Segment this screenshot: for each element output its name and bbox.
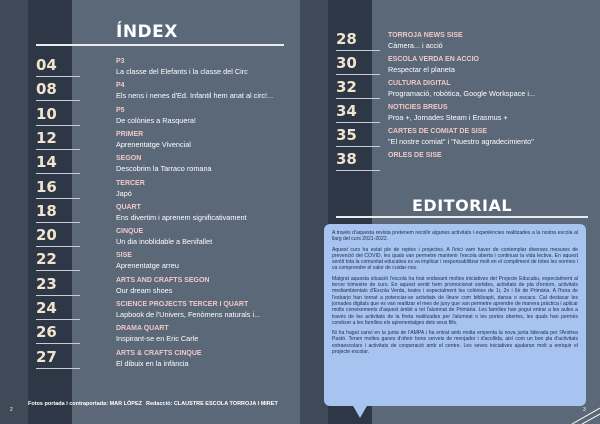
page-number-right: 3 [583, 407, 586, 413]
index-entry [0, 299, 300, 323]
editorial-title: EDITORIAL [412, 196, 513, 215]
section-label: PRIMER [116, 130, 144, 138]
page-number: 12 [36, 128, 57, 147]
entry-rule [36, 76, 80, 77]
section-label: ORLES DE SISÈ [388, 152, 442, 159]
editorial-paragraph-1: A través d'aquesta revista pretenem recollir algunes activitats i experiències realitzades a la nostra escola al llarg del curs 2021-2022. [332, 230, 578, 243]
footer-editorial-credit: Redacció: CLAUSTRE ESCOLA TORROJA I MIRET [146, 401, 278, 407]
entry-rule [36, 246, 80, 247]
page-number: 26 [36, 323, 57, 342]
section-label: TORROJA NEWS SISÈ [388, 32, 463, 39]
section-description: Proa +, Jornades Steam i Erasmus + [388, 113, 508, 122]
section-label: SISÈ [116, 252, 132, 260]
page-number-left: 2 [10, 407, 13, 413]
index-entry [300, 126, 600, 150]
entry-rule [36, 270, 80, 271]
entry-rule [36, 173, 80, 174]
page-number: 04 [36, 56, 57, 74]
index-entry [0, 153, 300, 177]
section-description: Japó [116, 188, 132, 198]
section-description: La classe del Elefants i la classe del Circ [116, 67, 248, 76]
entry-rule [36, 222, 80, 223]
index-entry [0, 275, 300, 299]
section-label: CARTES DE COMIAT DE SISÈ [388, 128, 488, 135]
section-description: Programació, robòtica, Google Workspace i... [388, 89, 536, 98]
index-entry [0, 226, 300, 250]
section-description: Els nens i nenes d'Ed. Infantil hem anat al circ!... [116, 91, 274, 101]
section-description: Aprenentatge arreu [116, 261, 179, 271]
editorial-paragraph-2: Aquest curs ha estat ple de reptes i projectes. A l'inici vam haver de contemplar diverses mesures de prevenció del COVID, les quals van permetre mantenir l'escola oberta i continuar la vida lectiva. En aquest sentit tota la comunitat educativa es va implicar i responsabilitzar molt en el compliment de totes les normes i va comprendre el valor de cuidar-nos. [332, 246, 578, 272]
page-number: 38 [336, 150, 357, 168]
entry-rule [336, 122, 380, 123]
page-number: 16 [36, 177, 57, 196]
index-entry [300, 102, 600, 126]
entry-rule [36, 368, 80, 369]
section-description: Lapbook de l'Univers, Fenòmens naturals i... [116, 310, 261, 319]
index-entry [0, 323, 300, 347]
entry-rule [36, 125, 80, 126]
index-entry [0, 178, 300, 202]
page-number: 34 [336, 102, 357, 120]
index-entry [0, 250, 300, 274]
index-entry [0, 80, 300, 104]
section-description: Descobrim la Tarraco romana [116, 164, 212, 174]
section-label: QUART [116, 203, 141, 211]
index-title: ÍNDEX [116, 22, 178, 42]
section-description: Inspirant-se en Eric Carle [116, 334, 199, 344]
entry-rule [336, 50, 380, 51]
section-description: Un dia inoblidable a Benifallet [116, 237, 213, 247]
page-number: 27 [36, 347, 57, 366]
section-description: El dibuix en la infància [116, 358, 189, 368]
page-number: 28 [336, 30, 357, 48]
editorial-title-underline [336, 216, 588, 218]
section-label: ARTS & CRAFTS CINQUÈ [116, 349, 202, 357]
section-description: "El nostre comiat" i "Nuestro agradecimiento" [388, 137, 534, 146]
section-label: P4 [116, 82, 125, 90]
editorial-text-box [324, 224, 586, 406]
page-number: 18 [36, 201, 57, 220]
page-number: 30 [336, 54, 357, 72]
page-number: 08 [36, 80, 57, 99]
index-entry [0, 129, 300, 153]
entry-rule [336, 74, 380, 75]
editorial-box-tail [352, 404, 368, 418]
section-label: ARTS AND CRAFTS SEGON [116, 276, 210, 284]
index-entry [0, 348, 300, 372]
entry-rule [36, 198, 80, 199]
section-label: CINQUÈ [116, 228, 144, 236]
section-description: Càmera... i acció [388, 41, 443, 50]
section-label: P3 [116, 58, 125, 65]
section-label: SEGON [116, 155, 142, 163]
section-label: CULTURA DIGITAL [388, 80, 451, 87]
entry-rule [36, 319, 80, 320]
page-number: 32 [336, 78, 357, 96]
entry-rule [36, 295, 80, 296]
section-label: DRAMA QUART [116, 325, 169, 333]
section-description: Our dream shoes [116, 285, 173, 295]
section-label: NOTÍCIES BREUS [388, 104, 448, 111]
index-entry [300, 78, 600, 102]
section-label: TERCER [116, 179, 145, 187]
entry-rule [336, 170, 380, 171]
entry-rule [36, 149, 80, 150]
section-description: De colònies a Rasquera! [116, 115, 196, 125]
page-number: 22 [36, 250, 57, 269]
editorial-paragraph-3: Malgrat aquesta situació l'escola ha tirat endavant moltes iniciatives del Projecte Educatiu, especialment al tercer trimestre de curs. En aquest sentit hem promocionat sortides, activitats de pla d'entorn, activitats mediambientals d'Escola Verda, teatre i especialment les colònies de 1r, 2n i 6è de Primària. A l'hora de l'esbarjo han tornat a potenciar-se activitats de lleure com biblioapti, dansa o escacs. Cal destacar les jornades digitals que es van realitzar el mes de juny que van permetre aprendre de manera pràctica i aplicar molts coneixements d'aquest àmbit a tot l'alumnat de Primària. Les famílies han pogut entrar a les aules a través de les activitats de la fireta realitzades per l'alumnat o les portes obertes, les quals han permès conèixer a les famílies els aprenentatges dels seus fills. [332, 275, 578, 326]
section-description: Aprenentatge Vivencial [116, 139, 191, 149]
page-number: 14 [36, 153, 57, 172]
editorial-paragraph-4: Ni ha hagut canvi en la junta de l'AMPA i ha entrat amb molta empenta la nova junta liderada per l'Andrea Pastó. Tenen moltes ganes d'oferir bons serveis de menjador i d'acollida, així com un bon pla d'activitats extraescolars i activitats de cooperació amb el centre. Les seves iniciatives ajudaran molt a enriquir el projecte escolar. [332, 330, 578, 356]
page-number: 10 [36, 104, 57, 123]
index-entry [300, 30, 600, 54]
page-number: 20 [36, 226, 57, 245]
index-entry [0, 105, 300, 129]
index-entry [0, 202, 300, 226]
index-entry [0, 56, 300, 80]
section-description: Ens divertim i aprenem significativament [116, 212, 247, 222]
index-entry [300, 150, 600, 174]
entry-rule [336, 98, 380, 99]
page-number: 24 [36, 299, 57, 317]
section-label: ESCOLA VERDA EN ACCIÓ [388, 56, 480, 63]
index-entry [300, 54, 600, 78]
footer-photos-credit: Fotos portada i contraportada: MAR LÓPEZ [28, 401, 142, 407]
section-description: Respectar el planeta [388, 65, 455, 74]
entry-rule [336, 146, 380, 147]
entry-rule [36, 343, 80, 344]
section-label: P5 [116, 106, 125, 114]
index-title-underline [36, 44, 284, 46]
section-label: SCIENCE PROJECTS TERCER I QUART [116, 301, 249, 308]
page-number: 35 [336, 126, 357, 144]
page-number: 23 [36, 274, 57, 293]
entry-rule [36, 100, 80, 101]
